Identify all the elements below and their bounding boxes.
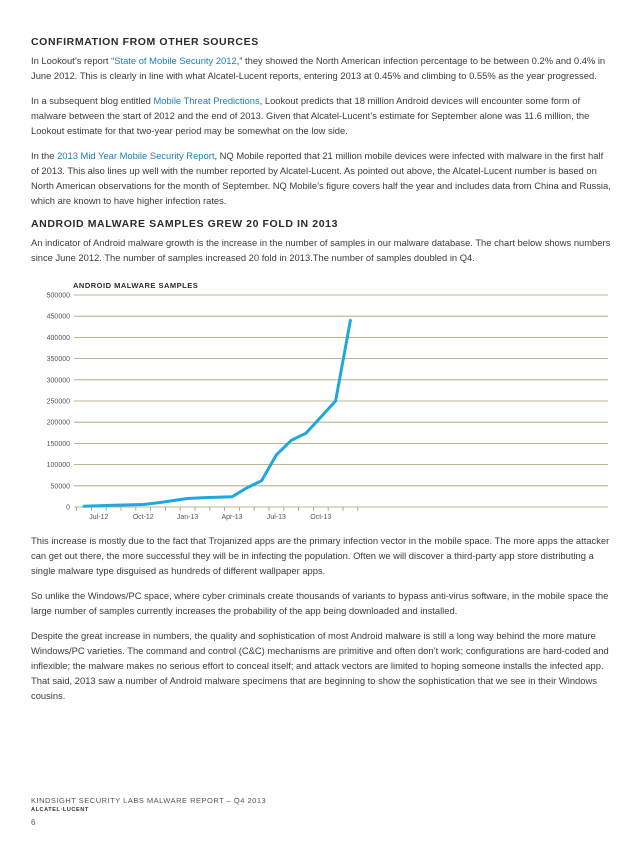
paragraph-trojanized-apps: This increase is mostly due to the fact that Trojanized apps are the primary infection vector in the mobile space. The more apps the attacker can get out there, the more successful they will be in infecting the population. Often we will discover a third-party app store distributing a single malware type disguised as hundreds of different wallpaper apps. (31, 535, 610, 576)
series-line-malware-samples (84, 320, 350, 506)
page-footer (31, 796, 611, 827)
section-heading-malware-growth: ANDROID MALWARE SAMPLES GREW 20 FOLD IN 2013 (31, 218, 339, 230)
paragraph-malware-indicator: An indicator of Android malware growth is the increase in the number of samples in our malware database. The chart below shows numbers since June 2012. The number of samples increased 20 fold in 2013.The number of samples doubled in Q4. (31, 237, 611, 263)
text-fragment: In Lookout’s report “ (31, 55, 115, 66)
text-fragment: In the (31, 150, 58, 161)
x-tick-label: Jan-13 (176, 514, 199, 521)
x-tick-label: Oct-12 (132, 514, 154, 521)
text-fragment: , NQ Mobile reported that 21 million mobile devices were infected with malware in the first half of 2013. This also lines up well with the number reported by Alcatel-Lucent. As pointed out above, the Alcatel-Lucent number is based on North American observations for the month of September. NQ Mobile’s figure covers half the year and includes data from China and Russia, which are known to have higher infection rates. (31, 150, 611, 206)
y-tick-label: 150000 (46, 440, 70, 448)
y-tick-label: 100000 (46, 462, 70, 470)
y-tick-label: 400000 (46, 334, 70, 342)
malware-samples-chart (31, 275, 611, 523)
link-mid-year-report[interactable]: 2013 Mid Year Mobile Security Report (57, 150, 215, 161)
paragraph-windows-comparison: So unlike the Windows/PC space, where cyber criminals create thousands of variants to bypass anti-virus software, in the mobile space the large number of samples currently increases the probability of the app being downloaded and installed. (31, 590, 609, 616)
paragraph-lookout-report (31, 53, 611, 83)
y-tick-label: 250000 (46, 398, 70, 406)
x-tick-label: Jul-13 (266, 514, 286, 521)
x-tick-label: Jul-12 (89, 514, 109, 521)
paragraph-threat-predictions (31, 93, 611, 138)
paragraph-sophistication: Despite the great increase in numbers, the quality and sophistication of most Android malware is still a long way behind the more mature Windows/PC varieties. The command and control (C&C) mechanisms are primitive and often don’t work; configurations are hard-coded and inflexible; the malware makes no serious effort to conceal itself; and attack vectors are limited to hoping someone installs the infected app. That said, 2013 saw a number of Android malware specimens that are beginning to show the sophistication that we see in their Windows cousins. (31, 630, 609, 701)
section-heading-confirmation: CONFIRMATION FROM OTHER SOURCES (31, 36, 259, 48)
text-fragment: , Lookout predicts that 18 million Android devices will encounter some form of malware between the start of 2012 and the end of 2013. Given that Alcatel-Lucent’s estimate for September alone was 11.6 million, the Lookout estimate for that two-year period may be somewhat on the low side. (31, 95, 590, 136)
y-tick-label: 500000 (46, 292, 70, 300)
link-state-of-mobile-security[interactable]: State of Mobile Security 2012 (114, 55, 237, 66)
document-page (31, 36, 611, 713)
chart-title: ANDROID MALWARE SAMPLES (73, 281, 199, 290)
footer-brand-logo: ALCATEL·LUCENT (31, 807, 89, 813)
x-tick-label: Oct-13 (310, 514, 332, 521)
y-tick-label: 350000 (46, 356, 70, 364)
text-fragment: In a subsequent blog entitled (31, 95, 154, 106)
y-tick-label: 450000 (46, 313, 70, 321)
y-tick-label: 200000 (46, 419, 70, 427)
paragraph-nq-mobile (31, 148, 611, 208)
x-tick-label: Apr-13 (221, 514, 243, 521)
y-tick-label: 50000 (50, 483, 70, 491)
link-mobile-threat-predictions[interactable]: Mobile Threat Predictions (153, 95, 260, 106)
y-tick-label: 0 (66, 504, 70, 512)
page-number: 6 (31, 818, 36, 827)
line-chart-svg (31, 275, 611, 523)
footer-report-title: KINDSIGHT SECURITY LABS MALWARE REPORT – Q4 2013 (31, 796, 267, 805)
text-fragment: ,” they showed the North American infection percentage to be between 0.2% and 0.4% in June 2012. This is clearly in line with what Alcatel-Lucent reports, entering 2013 at 0.45% and climbing to 0.55% as the year progressed. (31, 55, 606, 81)
y-tick-label: 300000 (46, 377, 70, 385)
